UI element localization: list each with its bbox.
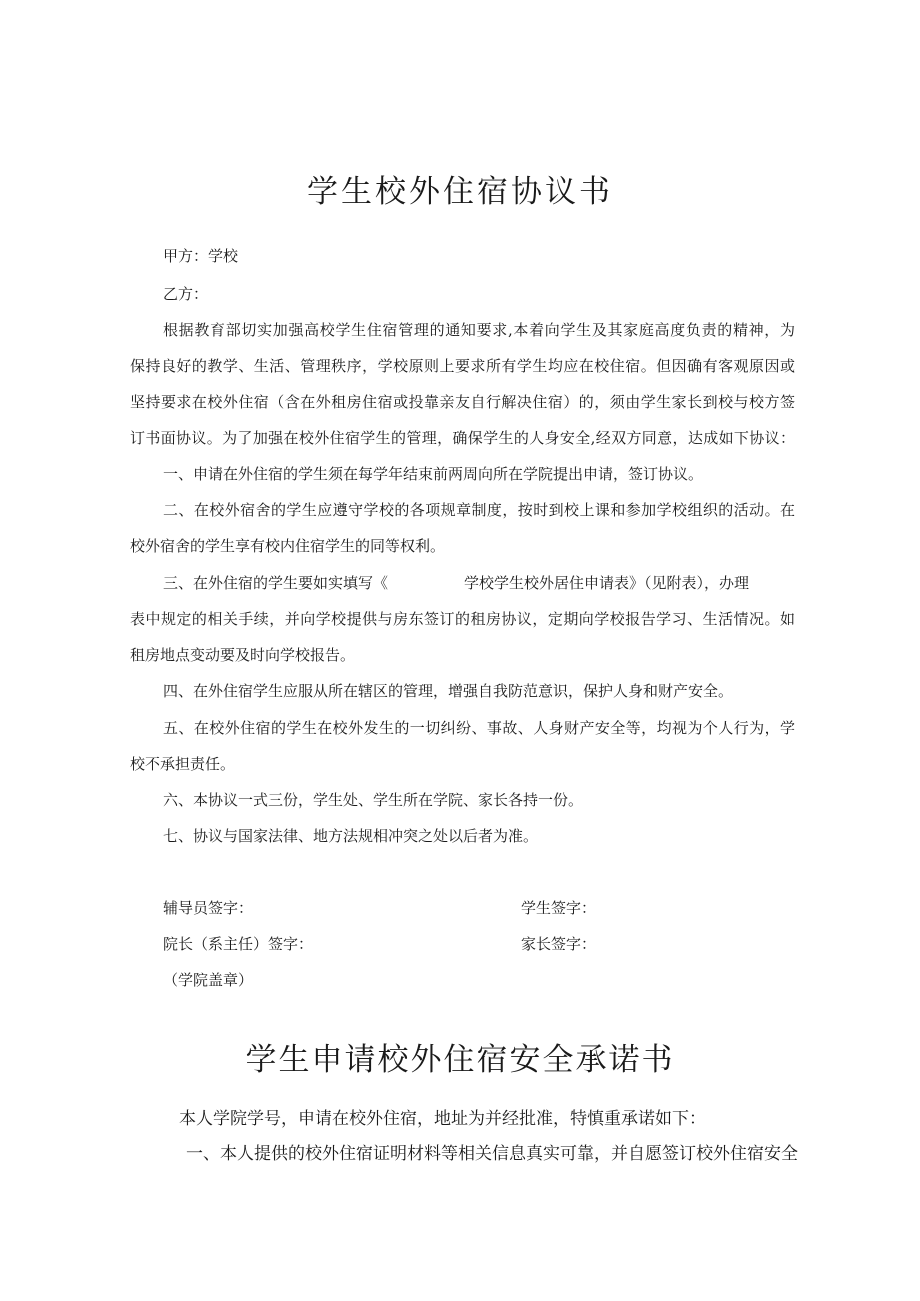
pledge-intro: 本人学院学号，申请在校外住宿，地址为并经批准，特慎重承诺如下： bbox=[179, 1109, 706, 1129]
agreement-title: 学生校外住宿协议书 bbox=[307, 174, 613, 210]
dean-signature-label: 院长（系主任）签字： bbox=[163, 935, 314, 953]
preamble-line-1: 根据教育部切实加强高校学生住宿管理的通知要求,本着向学生及其家庭高度负责的精神，为 bbox=[163, 321, 795, 339]
pledge-title: 学生申请校外住宿安全承诺书 bbox=[245, 1042, 675, 1078]
preamble-line-2: 保持良好的教学、生活、管理秩序，学校原则上要求所有学生均应在校住宿。但因确有客观原因或 bbox=[130, 357, 795, 375]
clause-3-part-2: 学校学生校外居住申请表》（见附表），办理 bbox=[464, 574, 750, 592]
clause-4: 四、在外住宿学生应服从所在辖区的管理，增强自我防范意识，保护人身和财产安全。 bbox=[163, 682, 734, 700]
clause-3-line-1 bbox=[163, 573, 795, 593]
clause-5-line-2: 校不承担责任。 bbox=[130, 755, 236, 773]
student-signature-label: 学生签字： bbox=[521, 899, 597, 917]
clause-6: 六、本协议一式三份，学生处、学生所在学院、家长各持一份。 bbox=[163, 791, 584, 809]
clause-7: 七、协议与国家法律、地方法规相冲突之处以后者为准。 bbox=[163, 827, 539, 845]
clause-2-line-1: 二、在校外宿舍的学生应遵守学校的各项规章制度，按时到校上课和参加学校组织的活动。在 bbox=[163, 501, 795, 519]
clause-5-line-1: 五、在校外住宿的学生在校外发生的一切纠纷、事故、人身财产安全等，均视为个人行为，学 bbox=[163, 719, 795, 737]
clause-3-line-3: 租房地点变动要及时向学校报告。 bbox=[130, 646, 356, 664]
clause-3-line-2: 表中规定的相关手续，并向学校提供与房东签订的租房协议，定期向学校报告学习、生活情况。如 bbox=[130, 610, 795, 628]
clause-1: 一、申请在外住宿的学生须在每学年结束前两周向所在学院提出申请，签订协议。 bbox=[163, 465, 704, 483]
clause-2-line-2: 校外宿舍的学生享有校内住宿学生的同等权利。 bbox=[130, 537, 446, 555]
clause-3-part-1: 三、在外住宿的学生要如实填写《 bbox=[163, 574, 389, 592]
preamble-line-4: 订书面协议。为了加强在校外住宿学生的管理，确保学生的人身安全,经双方同意，达成如下协议： bbox=[130, 429, 795, 447]
parent-signature-label: 家长签字： bbox=[521, 935, 597, 953]
college-seal-label: （学院盖章） bbox=[163, 971, 254, 989]
party-a: 甲方：学校 bbox=[163, 247, 239, 265]
counselor-signature-label: 辅导员签字： bbox=[163, 899, 254, 917]
preamble-line-3: 坚持要求在校外住宿（含在外租房住宿或投靠亲友自行解决住宿）的，须由学生家长到校与校方签 bbox=[130, 393, 795, 411]
party-b: 乙方： bbox=[163, 285, 209, 303]
pledge-item-1: 一、本人提供的校外住宿证明材料等相关信息真实可靠，并自愿签订校外住宿安全 bbox=[186, 1144, 798, 1164]
